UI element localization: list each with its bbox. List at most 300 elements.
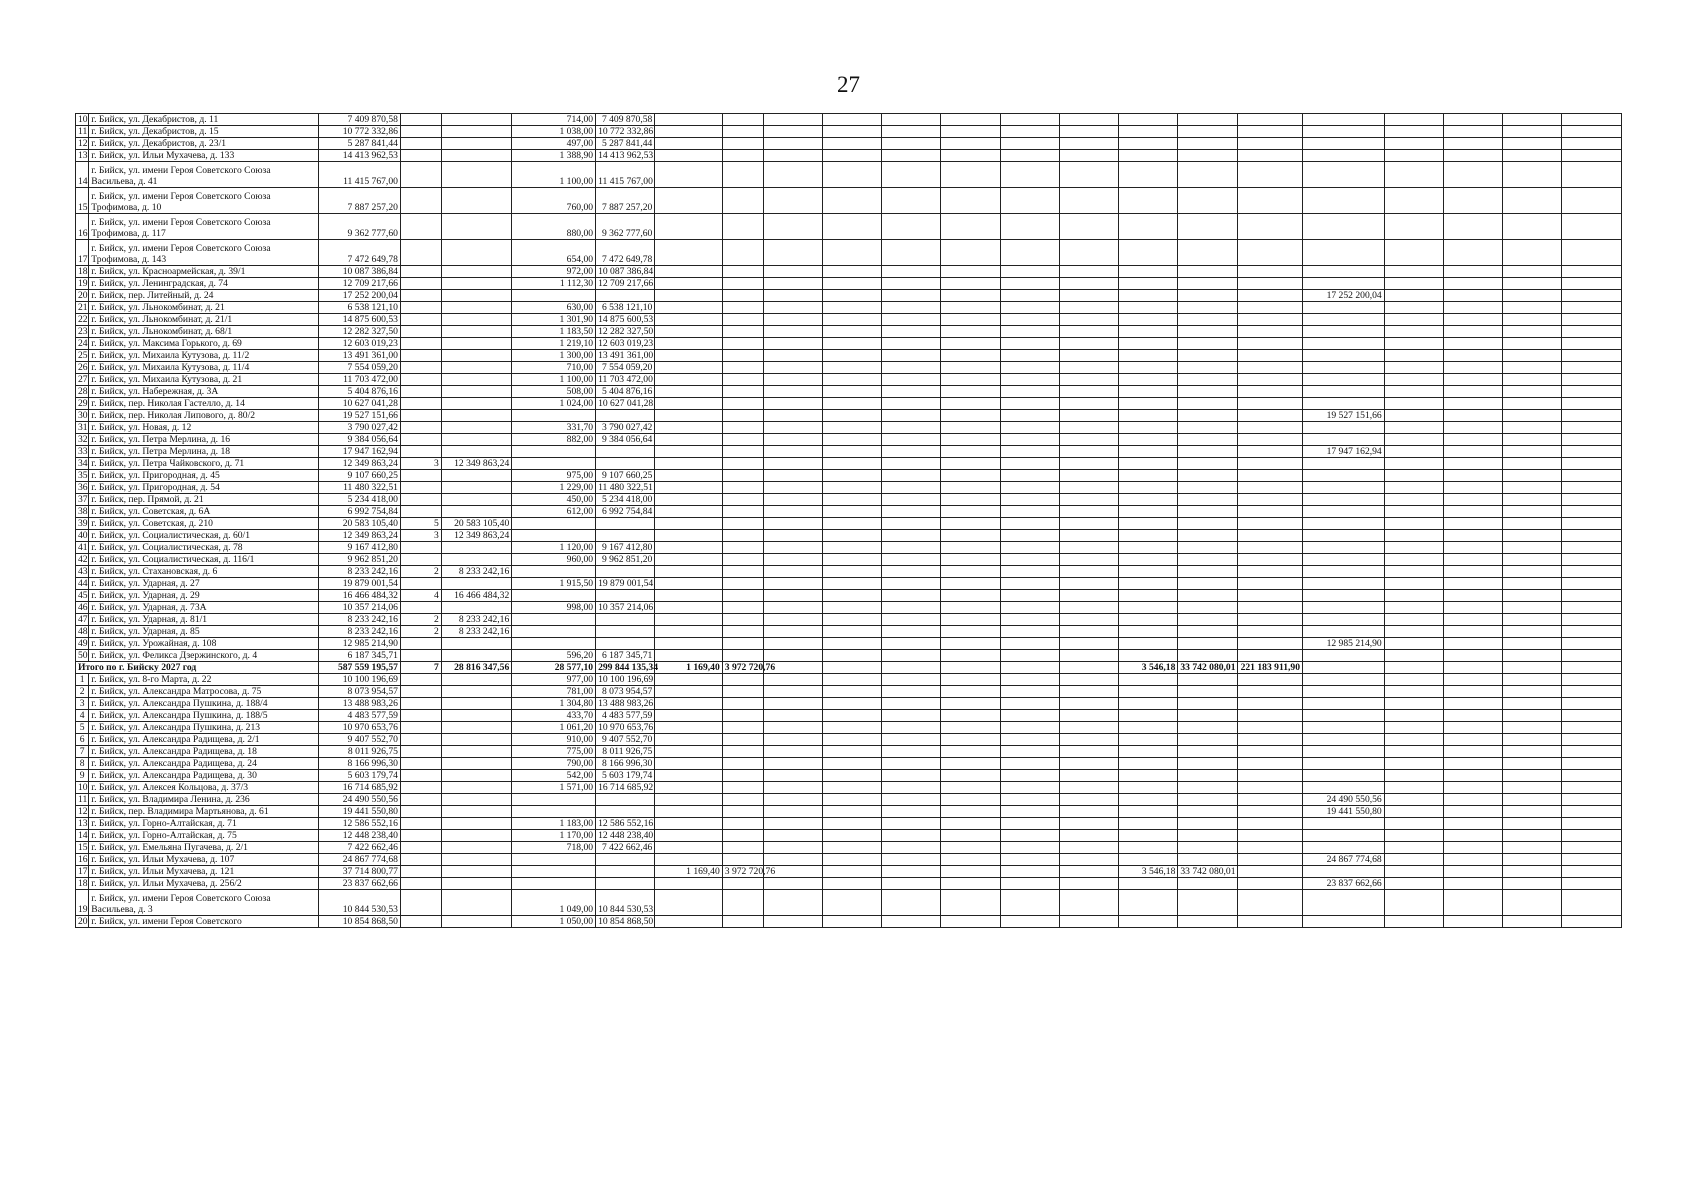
value-cell (1178, 782, 1237, 794)
row-number-cell: 19 (76, 278, 89, 290)
value-cell (1000, 890, 1059, 916)
value-cell (822, 266, 881, 278)
value-cell (763, 314, 822, 326)
value-cell (655, 386, 722, 398)
value-cell (722, 770, 763, 782)
value-cell (1562, 518, 1622, 530)
elevator-cost-cell (441, 422, 512, 434)
value-cell (1562, 422, 1622, 434)
value-cell (882, 314, 941, 326)
roof-cost-cell (596, 590, 655, 602)
row-number-cell: 12 (76, 806, 89, 818)
value-cell (1059, 138, 1118, 150)
roof-area-cell (512, 614, 596, 626)
value-cell (1503, 650, 1562, 662)
value-cell (1059, 126, 1118, 138)
elevator-cost-cell (441, 806, 512, 818)
value-cell (1562, 650, 1622, 662)
value-cell (1178, 482, 1237, 494)
roof-area-cell (512, 518, 596, 530)
value-cell (882, 686, 941, 698)
roof-cost-cell: 6 187 345,71 (596, 650, 655, 662)
total-cost-cell: 7 409 870,58 (319, 114, 401, 126)
value-cell (1178, 278, 1237, 290)
roof-area-cell: 1 100,00 (512, 374, 596, 386)
total-cost-cell: 8 166 996,30 (319, 758, 401, 770)
total-cost-cell: 8 011 926,75 (319, 746, 401, 758)
value-cell (941, 590, 1000, 602)
table-row (76, 758, 1622, 770)
value-cell (763, 374, 822, 386)
value-cell (1503, 290, 1562, 302)
address-cell: г. Бийск, ул. Советская, д. 6А (89, 506, 319, 518)
value-cell (1562, 662, 1622, 674)
value-cell (941, 338, 1000, 350)
value-cell (1059, 398, 1118, 410)
elevator-cost-cell (441, 916, 512, 928)
elevator-cost-cell (441, 362, 512, 374)
value-cell (1119, 506, 1178, 518)
value-cell (1059, 674, 1118, 686)
value-cell (1503, 722, 1562, 734)
value-cell (1178, 362, 1237, 374)
value-cell (1178, 734, 1237, 746)
table-row (76, 278, 1622, 290)
row-number-cell: 24 (76, 338, 89, 350)
roof-area-cell (512, 878, 596, 890)
value-cell (1443, 626, 1502, 638)
value-cell (763, 638, 822, 650)
value-cell (1000, 126, 1059, 138)
value-cell (1503, 770, 1562, 782)
value-cell (722, 138, 763, 150)
value-cell (1384, 698, 1443, 710)
value-cell (1178, 878, 1237, 890)
value-cell (941, 126, 1000, 138)
value-cell (1503, 710, 1562, 722)
value-cell (1443, 302, 1502, 314)
value-cell (1443, 758, 1502, 770)
value-cell (1303, 626, 1385, 638)
value-cell (1237, 890, 1302, 916)
elevator-count-cell (400, 278, 441, 290)
value-cell (1119, 638, 1178, 650)
value-cell (655, 422, 722, 434)
table-row (76, 518, 1622, 530)
value-cell (655, 446, 722, 458)
elevator-count-cell (400, 350, 441, 362)
elevator-cost-cell (441, 878, 512, 890)
elevator-count-cell (400, 602, 441, 614)
value-cell (882, 806, 941, 818)
value-cell (1059, 626, 1118, 638)
value-cell (763, 422, 822, 434)
value-cell (722, 162, 763, 188)
roof-cost-cell: 10 772 332,86 (596, 126, 655, 138)
value-cell (1384, 362, 1443, 374)
value-cell (882, 710, 941, 722)
value-cell (1059, 494, 1118, 506)
value-cell (1562, 782, 1622, 794)
elevator-count-cell (400, 578, 441, 590)
row-number-cell: 15 (76, 188, 89, 214)
table-row (76, 782, 1622, 794)
value-cell (1178, 686, 1237, 698)
roof-area-cell: 331,70 (512, 422, 596, 434)
value-cell (1237, 470, 1302, 482)
elevator-cost-cell (441, 818, 512, 830)
address-cell: г. Бийск, ул. Ленинградская, д. 74 (89, 278, 319, 290)
total-cost-cell: 12 349 863,24 (319, 458, 401, 470)
value-cell (1443, 434, 1502, 446)
value-cell (1443, 806, 1502, 818)
value-cell (1000, 626, 1059, 638)
value-cell (655, 302, 722, 314)
value-cell (1178, 698, 1237, 710)
roof-area-cell: 718,00 (512, 842, 596, 854)
value-cell (1178, 916, 1237, 928)
value-cell (882, 458, 941, 470)
value-cell (1237, 554, 1302, 566)
value-cell (1384, 188, 1443, 214)
value-cell (1303, 162, 1385, 188)
row-number-cell: 16 (76, 214, 89, 240)
value-cell (1303, 542, 1385, 554)
table-row (76, 126, 1622, 138)
value-cell (822, 806, 881, 818)
value-cell (1119, 458, 1178, 470)
value-cell (941, 302, 1000, 314)
value-cell (1303, 314, 1385, 326)
value-cell (1303, 386, 1385, 398)
value-cell (1384, 458, 1443, 470)
roof-area-cell: 450,00 (512, 494, 596, 506)
elevator-cost-cell (441, 782, 512, 794)
value-cell (1562, 314, 1622, 326)
roof-cost-cell: 10 844 530,53 (596, 890, 655, 916)
value-cell (1443, 578, 1502, 590)
value-cell (1562, 854, 1622, 866)
address-cell: г. Бийск, ул. Ударная, д. 29 (89, 590, 319, 602)
address-cell: г. Бийск, ул. 8-го Марта, д. 22 (89, 674, 319, 686)
value-cell (1237, 410, 1302, 422)
value-cell (1503, 518, 1562, 530)
value-cell (941, 278, 1000, 290)
value-cell (941, 240, 1000, 266)
total-cost-cell: 24 867 774,68 (319, 854, 401, 866)
value-cell (1443, 614, 1502, 626)
value-cell (1237, 494, 1302, 506)
row-number-cell: 23 (76, 326, 89, 338)
elevator-count-cell (400, 758, 441, 770)
value-cell (1443, 214, 1502, 240)
value-cell (1119, 530, 1178, 542)
value-cell: 33 742 080,01 (1178, 866, 1237, 878)
total-cost-cell: 10 772 332,86 (319, 126, 401, 138)
value-cell (1443, 162, 1502, 188)
value-cell (1443, 374, 1502, 386)
row-number-cell: 39 (76, 518, 89, 530)
roof-area-cell (512, 626, 596, 638)
value-cell (1178, 818, 1237, 830)
elevator-cost-cell: 28 816 347,56 (441, 662, 512, 674)
value-cell (1384, 434, 1443, 446)
value-cell (1503, 818, 1562, 830)
row-number-cell: 18 (76, 878, 89, 890)
value-cell (1303, 866, 1385, 878)
roof-cost-cell (596, 614, 655, 626)
roof-cost-cell: 10 627 041,28 (596, 398, 655, 410)
value-cell (1237, 188, 1302, 214)
value-cell (763, 362, 822, 374)
value-cell (1059, 314, 1118, 326)
total-cost-cell: 8 073 954,57 (319, 686, 401, 698)
address-cell: г. Бийск, ул. Ударная, д. 27 (89, 578, 319, 590)
value-cell (1000, 518, 1059, 530)
elevator-cost-cell (441, 266, 512, 278)
value-cell (1384, 410, 1443, 422)
table-row (76, 214, 1622, 240)
value-cell (1178, 114, 1237, 126)
roof-area-cell (512, 638, 596, 650)
value-cell (722, 240, 763, 266)
value-cell (1119, 422, 1178, 434)
value-cell (1059, 746, 1118, 758)
value-cell (655, 410, 722, 422)
value-cell (1119, 278, 1178, 290)
value-cell (1000, 240, 1059, 266)
value-cell (1178, 578, 1237, 590)
value-cell (1059, 214, 1118, 240)
elevator-count-cell (400, 266, 441, 278)
value-cell (882, 674, 941, 686)
value-cell (1303, 674, 1385, 686)
value-cell (941, 746, 1000, 758)
value-cell (1119, 674, 1178, 686)
value-cell (1384, 350, 1443, 362)
address-cell: г. Бийск, ул. Социалистическая, д. 116/1 (89, 554, 319, 566)
value-cell (1503, 698, 1562, 710)
value-cell: 3 546,18 (1119, 662, 1178, 674)
value-cell: 12 985 214,90 (1303, 638, 1385, 650)
value-cell (1384, 422, 1443, 434)
table-row (76, 470, 1622, 482)
value-cell (822, 188, 881, 214)
address-cell: г. Бийск, ул. Емельяна Пугачева, д. 2/1 (89, 842, 319, 854)
value-cell (722, 878, 763, 890)
value-cell (882, 566, 941, 578)
elevator-cost-cell (441, 434, 512, 446)
table-row (76, 410, 1622, 422)
value-cell (882, 746, 941, 758)
value-cell (941, 578, 1000, 590)
elevator-cost-cell (441, 650, 512, 662)
value-cell (655, 830, 722, 842)
value-cell (941, 162, 1000, 188)
value-cell (763, 734, 822, 746)
elevator-cost-cell: 12 349 863,24 (441, 458, 512, 470)
roof-area-cell: 1 300,00 (512, 350, 596, 362)
value-cell (1000, 650, 1059, 662)
value-cell (1059, 842, 1118, 854)
elevator-cost-cell (441, 758, 512, 770)
value-cell (1178, 806, 1237, 818)
value-cell (1503, 866, 1562, 878)
value-cell (1562, 138, 1622, 150)
value-cell: 3 972 720,76 (722, 662, 763, 674)
elevator-count-cell (400, 638, 441, 650)
total-row (76, 662, 1622, 674)
value-cell (722, 506, 763, 518)
roof-cost-cell (596, 638, 655, 650)
value-cell: 1 169,40 (655, 866, 722, 878)
roof-cost-cell: 7 887 257,20 (596, 188, 655, 214)
value-cell (1443, 266, 1502, 278)
value-cell (1119, 758, 1178, 770)
value-cell (763, 614, 822, 626)
value-cell (1443, 638, 1502, 650)
value-cell (1059, 240, 1118, 266)
value-cell (1562, 916, 1622, 928)
value-cell (1000, 878, 1059, 890)
value-cell (1178, 150, 1237, 162)
value-cell (763, 386, 822, 398)
value-cell (763, 518, 822, 530)
value-cell (1119, 188, 1178, 214)
row-number-cell: 6 (76, 734, 89, 746)
roof-cost-cell: 10 854 868,50 (596, 916, 655, 928)
value-cell (941, 794, 1000, 806)
value-cell (655, 614, 722, 626)
value-cell (1303, 650, 1385, 662)
value-cell (822, 758, 881, 770)
value-cell (722, 590, 763, 602)
address-cell: г. Бийск, ул. Петра Чайковского, д. 71 (89, 458, 319, 470)
value-cell (1503, 362, 1562, 374)
value-cell (1237, 590, 1302, 602)
value-cell (655, 842, 722, 854)
value-cell (1303, 734, 1385, 746)
value-cell (763, 674, 822, 686)
elevator-count-cell: 2 (400, 566, 441, 578)
value-cell (882, 614, 941, 626)
table-row (76, 578, 1622, 590)
value-cell (882, 362, 941, 374)
value-cell (763, 890, 822, 916)
value-cell (1237, 302, 1302, 314)
value-cell (1303, 758, 1385, 770)
elevator-cost-cell (441, 470, 512, 482)
value-cell (1178, 770, 1237, 782)
address-cell: г. Бийск, ул. Александра Пушкина, д. 213 (89, 722, 319, 734)
address-cell: г. Бийск, пер. Николая Гастелло, д. 14 (89, 398, 319, 410)
value-cell (655, 566, 722, 578)
elevator-count-cell (400, 916, 441, 928)
roof-cost-cell: 14 875 600,53 (596, 314, 655, 326)
elevator-cost-cell (441, 398, 512, 410)
value-cell (1443, 794, 1502, 806)
value-cell (882, 126, 941, 138)
value-cell (1119, 842, 1178, 854)
table-row (76, 746, 1622, 758)
roof-area-cell: 1 304,80 (512, 698, 596, 710)
value-cell (1059, 188, 1118, 214)
address-cell: г. Бийск, ул. Александра Радищева, д. 18 (89, 746, 319, 758)
elevator-count-cell: 5 (400, 518, 441, 530)
value-cell (1384, 214, 1443, 240)
value-cell (1384, 150, 1443, 162)
elevator-count-cell (400, 338, 441, 350)
total-cost-cell: 14 875 600,53 (319, 314, 401, 326)
value-cell (655, 602, 722, 614)
value-cell (722, 266, 763, 278)
elevator-count-cell (400, 434, 441, 446)
row-number-cell: 30 (76, 410, 89, 422)
roof-area-cell: 714,00 (512, 114, 596, 126)
value-cell (1119, 916, 1178, 928)
elevator-cost-cell (441, 746, 512, 758)
elevator-cost-cell: 8 233 242,16 (441, 614, 512, 626)
value-cell (882, 266, 941, 278)
value-cell (882, 506, 941, 518)
elevator-count-cell (400, 746, 441, 758)
value-cell (1237, 686, 1302, 698)
value-cell (822, 350, 881, 362)
value-cell (1119, 614, 1178, 626)
value-cell (1178, 614, 1237, 626)
value-cell (882, 422, 941, 434)
value-cell (1303, 150, 1385, 162)
value-cell (722, 278, 763, 290)
value-cell (1119, 710, 1178, 722)
value-cell (1562, 240, 1622, 266)
value-cell (1059, 266, 1118, 278)
address-cell: г. Бийск, ул. имени Героя Советского Союза Васильева, д. 41 (89, 162, 319, 188)
total-cost-cell: 12 282 327,50 (319, 326, 401, 338)
value-cell (941, 422, 1000, 434)
value-cell (1059, 326, 1118, 338)
value-cell (1237, 290, 1302, 302)
value-cell (822, 614, 881, 626)
value-cell (1384, 138, 1443, 150)
value-cell (1503, 114, 1562, 126)
value-cell (1000, 530, 1059, 542)
value-cell (1562, 806, 1622, 818)
value-cell (1562, 362, 1622, 374)
elevator-cost-cell (441, 410, 512, 422)
elevator-count-cell (400, 830, 441, 842)
value-cell (1443, 470, 1502, 482)
roof-area-cell: 433,70 (512, 710, 596, 722)
value-cell (882, 818, 941, 830)
value-cell (1119, 214, 1178, 240)
value-cell (1059, 770, 1118, 782)
value-cell (1443, 386, 1502, 398)
roof-cost-cell: 12 603 019,23 (596, 338, 655, 350)
address-cell: г. Бийск, ул. Декабристов, д. 23/1 (89, 138, 319, 150)
value-cell (1443, 338, 1502, 350)
value-cell (1384, 614, 1443, 626)
elevator-cost-cell: 8 233 242,16 (441, 566, 512, 578)
total-cost-cell: 10 357 214,06 (319, 602, 401, 614)
value-cell (722, 458, 763, 470)
value-cell (1384, 590, 1443, 602)
value-cell (1000, 138, 1059, 150)
roof-cost-cell (596, 530, 655, 542)
value-cell (1443, 240, 1502, 266)
roof-cost-cell: 14 413 962,53 (596, 150, 655, 162)
value-cell (1303, 126, 1385, 138)
